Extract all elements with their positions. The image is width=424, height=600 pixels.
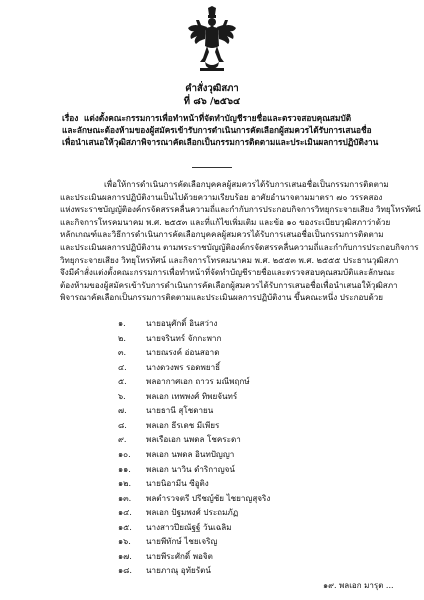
member-number: ๑๒.: [118, 478, 132, 489]
member-name: นายพีระศักดิ์ พอจิต: [146, 550, 213, 561]
subject-line-1: แต่งตั้งคณะกรรมการเพื่อทำหน้าที่จัดทำบัญชีรายชื่อและตรวจสอบคุณสมบัติ: [84, 113, 352, 123]
member-number: ๓.: [118, 347, 127, 358]
body-line-10: พิจารณาคัดเลือกเป็นกรรมการติดตามและประเมินผลการปฏิบัติงาน ขึ้นคณะหนึ่ง ประกอบด้วย: [60, 292, 384, 303]
member-number: ๔.: [118, 361, 127, 372]
body-line-2: และประเมินผลการปฏิบัติงานเป็นไปด้วยความเรียบร้อย อาศัยอำนาจตามมาตรา ๗๐ วรรคสอง: [60, 191, 383, 202]
member-row: [118, 564, 211, 577]
member-name: นายพีทักษ์ ไชยเจริญ: [146, 536, 218, 547]
member-number: ๗.: [118, 405, 127, 416]
divider: [192, 167, 232, 168]
member-row: [118, 375, 250, 388]
member-name: พลเอก ธีรเดช มีเพียร: [146, 419, 220, 430]
member-name: พลเอก นพดล อินทปัญญา: [146, 448, 235, 459]
body-line-8: จึงมีคำสั่งแต่งตั้งคณะกรรมการเพื่อทำหน้าที่จัดทำบัญชีรายชื่อและตรวจสอบคุณสมบัติและลักษณะ: [60, 267, 396, 278]
member-row: [118, 390, 237, 403]
member-number: ๑๖.: [118, 536, 131, 547]
member-row: [118, 477, 209, 490]
body-line-9: ต้องห้ามของผู้สมัครเข้ารับการดำเนินการคัดเลือกผู้สมควรได้รับการเสนอชื่อเพื่อนำเสนอให้วุฒิสภา: [60, 279, 398, 290]
member-name: นางดวงพร รอดพยาธิ์: [146, 361, 221, 372]
body-line-4: และกิจการโทรคมนาคม พ.ศ. ๒๕๕๓ และที่แก้ไขเพิ่มเติม และข้อ ๑๐ ของระเบียบวุฒิสภาว่าด้วย: [60, 216, 391, 227]
member-name: พลเอก เทพพงศ์ ทิพยจันทร์: [146, 390, 238, 401]
member-name: พลเอก ปัฐมพงศ์ ประถมภัฏ: [146, 507, 239, 518]
member-name: นายณรงค์ อ่อนสอาด: [146, 347, 220, 358]
member-row: [118, 535, 217, 548]
member-row: [118, 419, 219, 432]
member-name: นายธานี สุโชดายน: [146, 405, 214, 416]
member-name: พลเรือเอก นพดล โชคระดา: [146, 434, 241, 445]
member-number: ๘.: [118, 419, 127, 430]
member-row: [118, 521, 232, 534]
member-name: นายภาณุ อุทัยรัตน์: [146, 565, 211, 576]
member-row: [118, 448, 234, 461]
order-number: ที่ ๘๖ /๒๕๖๔: [183, 96, 241, 107]
body-line-3: แห่งพระราชบัญญัติองค์กรจัดสรรคลื่นความถี่และกำกับการประกอบกิจการวิทยุกระจายเสียง วิทยุโทรทัศน์: [60, 204, 421, 215]
member-name: นายจรินทร์ จักกะพาก: [146, 332, 222, 343]
member-row: [118, 317, 217, 330]
member-name: พลเอก นาวิน ดำริกาญจน์: [146, 463, 235, 474]
member-name: นายนิอามีน ซีอูติง: [146, 478, 209, 489]
member-number: ๑.: [118, 318, 126, 328]
body-line-5: หลักเกณฑ์และวิธีการดำเนินการคัดเลือกบุคคลผู้สมควรได้รับการเสนอชื่อเป็นกรรมการติดตาม: [60, 229, 384, 240]
member-number: ๒.: [118, 332, 126, 343]
member-number: ๑๐.: [118, 448, 131, 459]
member-number: ๑๔.: [118, 507, 132, 518]
member-row: [118, 506, 238, 519]
member-number: ๑๕.: [118, 521, 132, 532]
continuation-marker: ๑๙. พลเอก มารุต ...: [323, 581, 394, 590]
member-number: ๑๑.: [118, 463, 131, 474]
subject-line-2: และลักษณะต้องห้ามของผู้สมัครเข้ารับการดำเนินการคัดเลือกผู้สมควรได้รับการเสนอชื่อ: [62, 125, 372, 135]
subject-label: เรื่อง: [62, 113, 79, 123]
member-number: ๖.: [118, 390, 126, 401]
member-row: [118, 404, 213, 417]
member-name: นางสาวปียณัฐฐ์ วันเฉลิม: [146, 521, 232, 532]
member-name: พลตำรวจตรี ปรีชญ์ชัย ไชยาญสุจริง: [146, 492, 271, 503]
subject-line-3: เพื่อนำเสนอให้วุฒิสภาพิจารณาคัดเลือกเป็นกรรมการติดตามและประเมินผลการปฏิบัติงาน: [62, 137, 379, 147]
body-line-6: และประเมินผลการปฏิบัติงาน ตามพระราชบัญญัติองค์กรจัดสรรคลื่นความถี่และกำกับการประกอบกิจการ: [60, 242, 419, 252]
member-number: ๑๓.: [118, 492, 132, 503]
member-name: พลอากาศเอก ถาวร มณีพฤกษ์: [146, 376, 250, 387]
member-row: [118, 433, 241, 446]
member-number: ๑๗.: [118, 550, 132, 561]
member-row: [118, 346, 219, 359]
member-row: [118, 463, 235, 476]
member-number: ๑๘.: [118, 565, 132, 576]
member-name: นายอนุศักดิ์ อินสว่าง: [146, 318, 218, 328]
document-heading: คำสั่งวุฒิสภา: [185, 83, 239, 94]
body-line-7: วิทยุกระจายเสียง วิทยุโทรทัศน์ และกิจการโทรคมนาคม พ.ศ. ๒๕๕๓ พ.ศ. ๒๕๕๕ ประธานวุฒิสภา: [60, 254, 399, 265]
member-number: ๙.: [118, 434, 127, 445]
body-line-1: เพื่อให้การดำเนินการคัดเลือกบุคคลผู้สมควรได้รับการเสนอชื่อเป็นกรรมการติดตาม: [104, 179, 389, 189]
member-row: [118, 492, 270, 505]
member-row: [118, 332, 221, 345]
member-row: [118, 550, 213, 563]
member-number: ๕.: [118, 376, 127, 387]
garuda-emblem-icon: [186, 6, 238, 76]
member-row: [118, 361, 220, 374]
